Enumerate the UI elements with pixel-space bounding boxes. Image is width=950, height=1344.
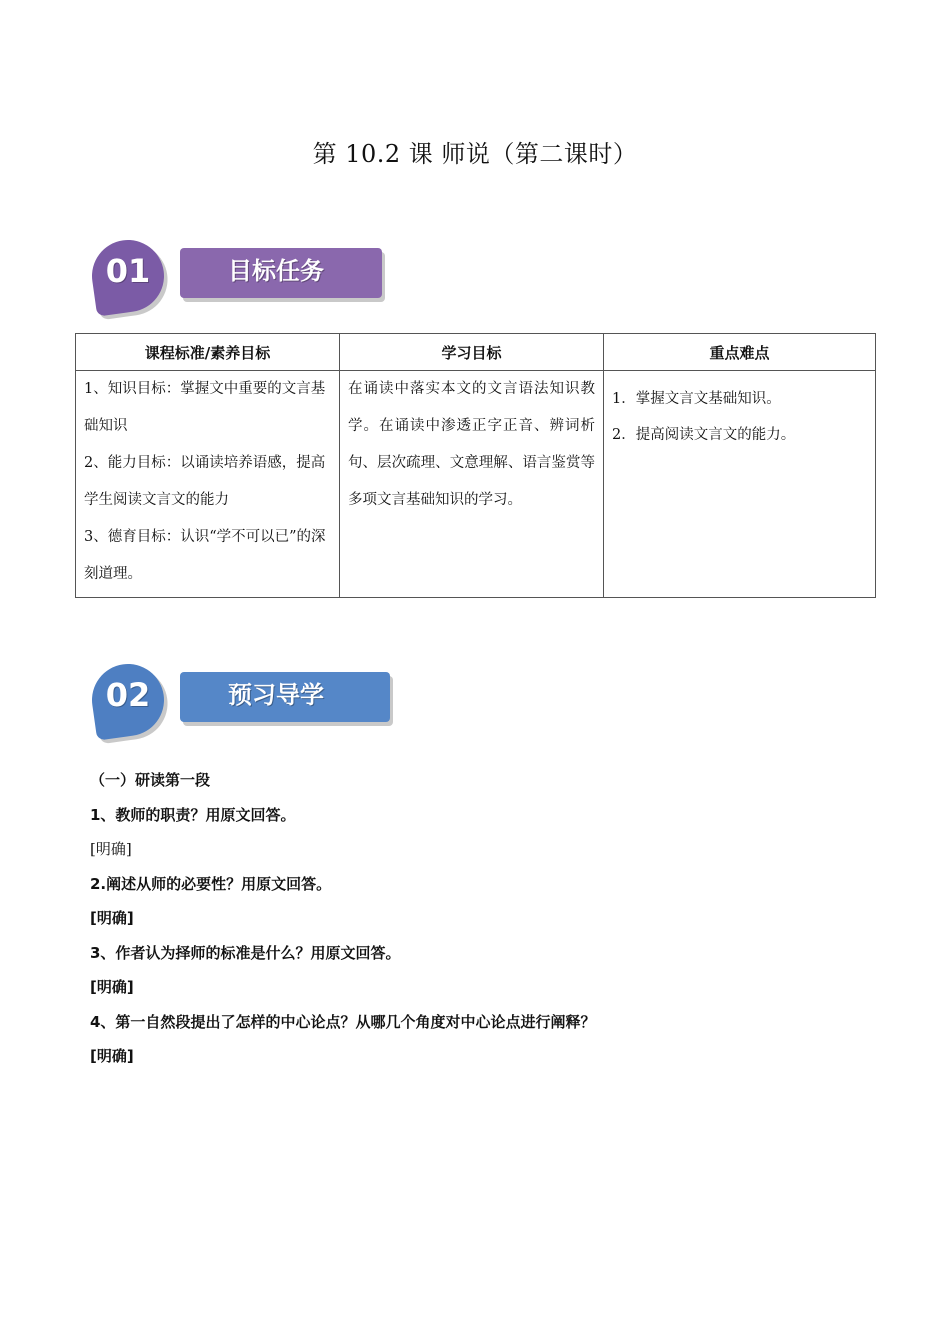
table-header: 学习目标: [340, 334, 604, 371]
table-header-row: [76, 334, 876, 371]
key-point-item: 2．提高阅读文言文的能力。: [612, 427, 796, 443]
question-2: 2.阐述从师的必要性？用原文回答。: [90, 875, 332, 893]
answer-3: [明确]: [90, 978, 134, 996]
standard-item: 3、德育目标：认识“学不可以已”的深刻道理。: [84, 529, 326, 582]
table-header: 重点难点: [604, 334, 876, 371]
table-header: 课程标准/素养目标: [76, 334, 340, 371]
key-points-cell: [604, 371, 876, 598]
table-row: [76, 371, 876, 598]
page-title: 第 10.2 课 师说（第二课时）: [312, 140, 638, 168]
question-1: 1、教师的职责？用原文回答。: [90, 806, 296, 824]
goals-table: [75, 333, 876, 598]
standard-item: 2、能力目标：以诵读培养语感，提高学生阅读文言文的能力: [84, 455, 326, 508]
badge-label: 预习导学: [180, 672, 390, 722]
badge-label: 目标任务: [180, 248, 382, 298]
objective-text: 在诵读中落实本文的文言语法知识教学。在诵读中渗透正字正音、辨词析句、层次疏理、文意理解、语言鉴赏等多项文言基础知识的学习。: [348, 381, 595, 508]
answer-4: [明确]: [90, 1047, 134, 1065]
standard-item: 1、知识目标：掌握文中重要的文言基础知识: [84, 381, 326, 434]
key-point-item: 1．掌握文言文基础知识。: [612, 391, 781, 407]
guide-heading: （一）研读第一段: [90, 771, 211, 789]
answer-2: [明确]: [90, 909, 134, 927]
standards-cell: [76, 371, 340, 598]
question-3: 3、作者认为择师的标准是什么？用原文回答。: [90, 944, 401, 962]
question-4: 4、第一自然段提出了怎样的中心论点？从哪几个角度对中心论点进行阐释？: [90, 1013, 596, 1031]
answer-1: [明确]: [90, 840, 132, 858]
badge-number: 01: [105, 252, 151, 290]
objectives-cell: [340, 371, 604, 598]
badge-number: 02: [105, 676, 151, 714]
